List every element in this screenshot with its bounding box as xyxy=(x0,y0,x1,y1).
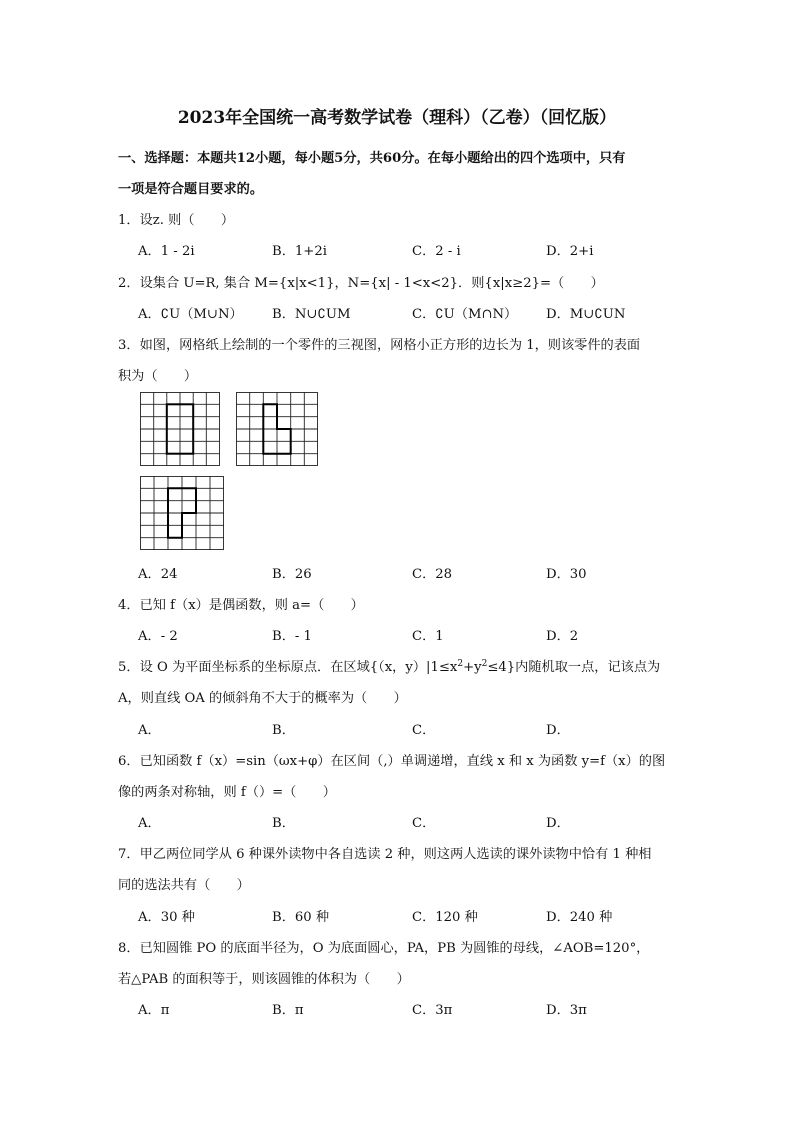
question-7-stem-line1: 7．甲乙两位同学从 6 种课外读物中各自选读 2 种，则这两人选读的课外读物中恰有 1 种相 xyxy=(118,847,652,862)
question-5-stem-line1: 5．设 O 为平面坐标系的坐标原点．在区域{（x，$y)|1\le x^2+y^2\le 4$}内随机取一点，记该点为 xyxy=(118,659,661,675)
q7-option-a: A．30 种 xyxy=(138,910,195,925)
q1-option-b: B．1+2i xyxy=(272,244,327,259)
question-1-stem: 1．设z. 则（ ） xyxy=(118,213,235,228)
q7-option-c: C．120 种 xyxy=(412,910,478,925)
question-3-stem-line2: 积为（ ） xyxy=(118,369,198,384)
q2-option-c: C．∁U（M∩N） xyxy=(412,307,518,322)
q1-option-d: D．2+i xyxy=(546,244,594,259)
q5-option-d: D． xyxy=(546,723,570,738)
three-view-top-grid xyxy=(140,476,224,550)
q4-option-d: D．2 xyxy=(546,629,579,644)
question-6-stem-line1: 6．已知函数 f（x）=sin（ωx+φ）在区间（,）单调递增，直线 x 和 x 为函数 y=f（x）的图 xyxy=(118,754,666,769)
q5-option-c: C． xyxy=(412,723,436,738)
question-8-stem-line2: 若△PAB 的面积等于，则该圆锥的体积为（ ） xyxy=(118,972,410,987)
q6-option-a: A． xyxy=(138,816,161,831)
q8-option-b: B．π xyxy=(272,1003,304,1018)
question-6-stem-line2: 像的两条对称轴，则 f（）=（ ） xyxy=(118,785,336,800)
page-title: 2023年全国统一高考数学试卷（理科）（乙卷）（回忆版） xyxy=(177,108,617,128)
q3-option-c: C．28 xyxy=(412,567,453,582)
three-view-side-grid xyxy=(236,392,318,466)
q2-option-b: B．N∪∁UM xyxy=(272,307,351,322)
three-view-front-grid xyxy=(140,392,220,466)
q6-option-b: B． xyxy=(272,816,295,831)
question-5-stem-line2: A，则直线 OA 的倾斜角不大于的概率为（ ） xyxy=(118,691,407,706)
question-2-stem: 2．设集合 U=R, 集合 M={x|x<1}，N={x| - 1<x<2}．则{x|x≥2}=（ ） xyxy=(118,276,604,291)
question-3-stem-line1: 3．如图，网格纸上绘制的一个零件的三视图，网格小正方形的边长为 1，则该零件的表面 xyxy=(118,338,641,353)
q1-option-a: A．1 - 2i xyxy=(138,244,195,259)
q3-option-d: D．30 xyxy=(546,567,587,582)
q3-option-a: A．24 xyxy=(138,567,178,582)
q6-option-d: D． xyxy=(546,816,570,831)
q4-option-b: B．- 1 xyxy=(272,629,312,644)
q8-option-c: C．3π xyxy=(412,1003,453,1018)
q5-option-a: A． xyxy=(138,723,161,738)
section-instructions-line2: 一项是符合题目要求的。 xyxy=(118,182,264,197)
q4-option-c: C．1 xyxy=(412,629,444,644)
q2-option-d: D．M∪∁UN xyxy=(546,307,626,322)
q7-option-d: D．240 种 xyxy=(546,910,613,925)
q7-option-b: B．60 种 xyxy=(272,910,330,925)
question-8-stem-line1: 8．已知圆锥 PO 的底面半径为，O 为底面圆心，PA，PB 为圆锥的母线，∠AOB=120°， xyxy=(118,941,650,956)
q8-option-a: A．π xyxy=(138,1003,170,1018)
q5-option-b: B． xyxy=(272,723,295,738)
question-7-stem-line2: 同的选法共有（ ） xyxy=(118,878,250,893)
q3-option-b: B．26 xyxy=(272,567,312,582)
q4-option-a: A．- 2 xyxy=(138,629,178,644)
q2-option-a: A．∁U（M∪N） xyxy=(138,307,243,322)
q1-option-c: C．2 - i xyxy=(412,244,461,259)
question-4-stem: 4．已知 f（x）是偶函数，则 a=（ ） xyxy=(118,598,364,613)
q8-option-d: D．3π xyxy=(546,1003,587,1018)
q6-option-c: C． xyxy=(412,816,436,831)
section-instructions-line1: 一、选择题：本题共12小题，每小题5分，共60分。在每小题给出的四个选项中，只有 xyxy=(118,151,626,166)
